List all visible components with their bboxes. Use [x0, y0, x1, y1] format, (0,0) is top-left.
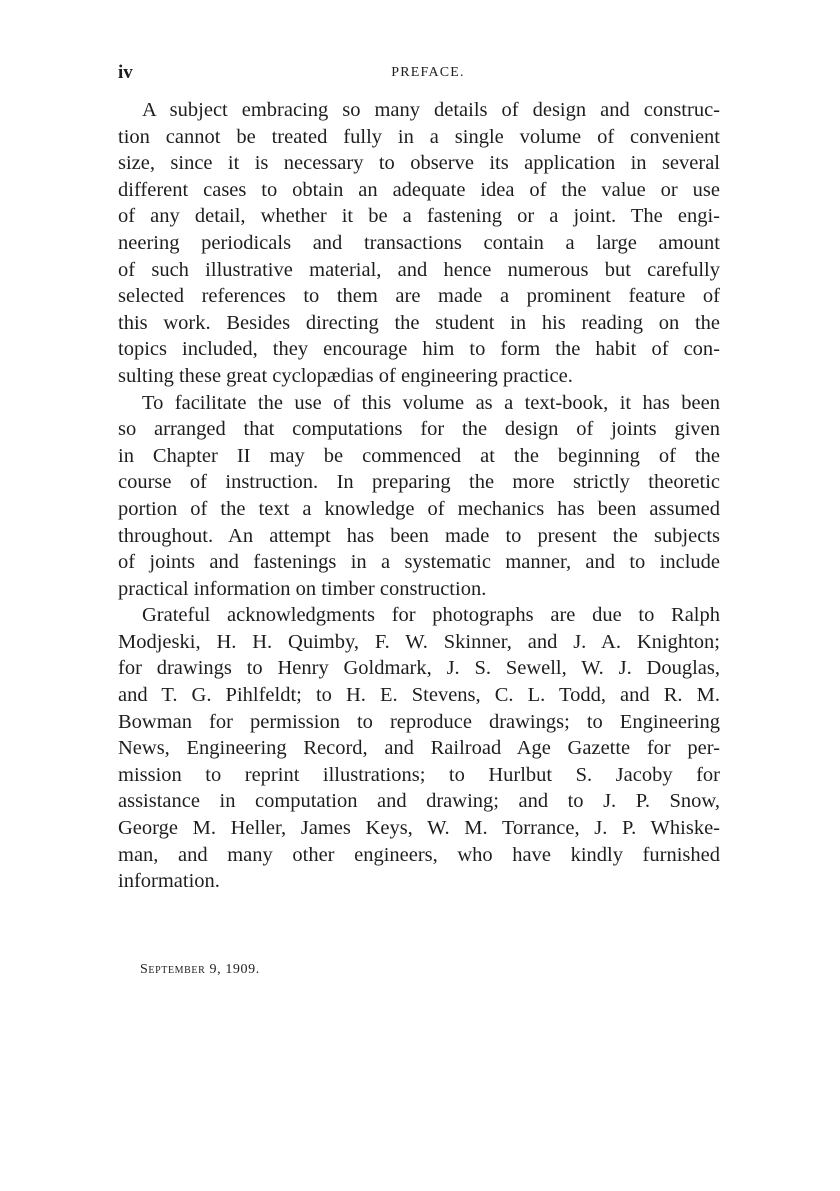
- text-line: portion of the text a knowledge of mechanics has been assumed: [118, 497, 720, 520]
- text-line: man, and many other engineers, who have kindly furnished: [118, 843, 720, 866]
- paragraph: [118, 97, 720, 390]
- text-line: different cases to obtain an adequate idea of the value or use: [118, 178, 720, 201]
- text-line: topics included, they encourage him to form the habit of con-: [118, 338, 720, 361]
- text-line: of such illustrative material, and hence numerous but carefully: [118, 258, 720, 281]
- text-line: in Chapter II may be commenced at the beginning of the: [118, 444, 720, 467]
- paragraph: [118, 390, 720, 603]
- text-line: neering periodicals and transactions contain a large amount: [118, 231, 720, 254]
- text-line: so arranged that computations for the design of joints given: [118, 418, 720, 441]
- text-line: tion cannot be treated fully in a single volume of convenient: [118, 125, 720, 148]
- text-line: of any detail, whether it be a fastening or a joint. The engi-: [118, 205, 720, 228]
- text-line: throughout. An attempt has been made to present the subjects: [118, 524, 720, 547]
- text-line: selected references to them are made a prominent feature of: [118, 285, 720, 308]
- text-line: To facilitate the use of this volume as a text-book, it has been: [142, 391, 720, 414]
- preface-date: September 9, 1909.: [140, 962, 260, 977]
- text-line: A subject embracing so many details of design and construc-: [142, 99, 720, 121]
- running-title: PREFACE.: [391, 65, 465, 80]
- page-number: iv: [118, 62, 133, 83]
- text-line: sulting these great cyclopædias of engineering practice.: [118, 364, 573, 387]
- text-line: course of instruction. In preparing the more strictly theoretic: [118, 471, 720, 494]
- text-line: News, Engineering Record, and Railroad Age Gazette for per-: [118, 737, 720, 760]
- text-line: mission to reprint illustrations; to Hurlbut S. Jacoby for: [118, 763, 720, 786]
- text-line: information.: [118, 870, 220, 893]
- text-line: and T. G. Pihlfeldt; to H. E. Stevens, C. L. Todd, and R. M.: [118, 684, 720, 707]
- text-line: of joints and fastenings in a systematic manner, and to include: [118, 551, 720, 574]
- paragraph: [118, 602, 720, 895]
- text-line: practical information on timber construction.: [118, 577, 487, 600]
- text-line: Grateful acknowledgments for photographs are due to Ralph: [142, 604, 720, 627]
- text-line: this work. Besides directing the student in his reading on the: [118, 311, 720, 334]
- text-line: for drawings to Henry Goldmark, J. S. Sewell, W. J. Douglas,: [118, 657, 720, 680]
- running-head: [118, 62, 720, 86]
- preface-body: [118, 97, 720, 895]
- text-line: size, since it is necessary to observe its application in several: [118, 152, 720, 175]
- text-line: Modjeski, H. H. Quimby, F. W. Skinner, and J. A. Knighton;: [118, 630, 720, 653]
- text-line: assistance in computation and drawing; and to J. P. Snow,: [118, 790, 720, 813]
- text-line: George M. Heller, James Keys, W. M. Torrance, J. P. Whiske-: [118, 817, 720, 840]
- text-line: Bowman for permission to reproduce drawings; to Engineering: [118, 710, 720, 733]
